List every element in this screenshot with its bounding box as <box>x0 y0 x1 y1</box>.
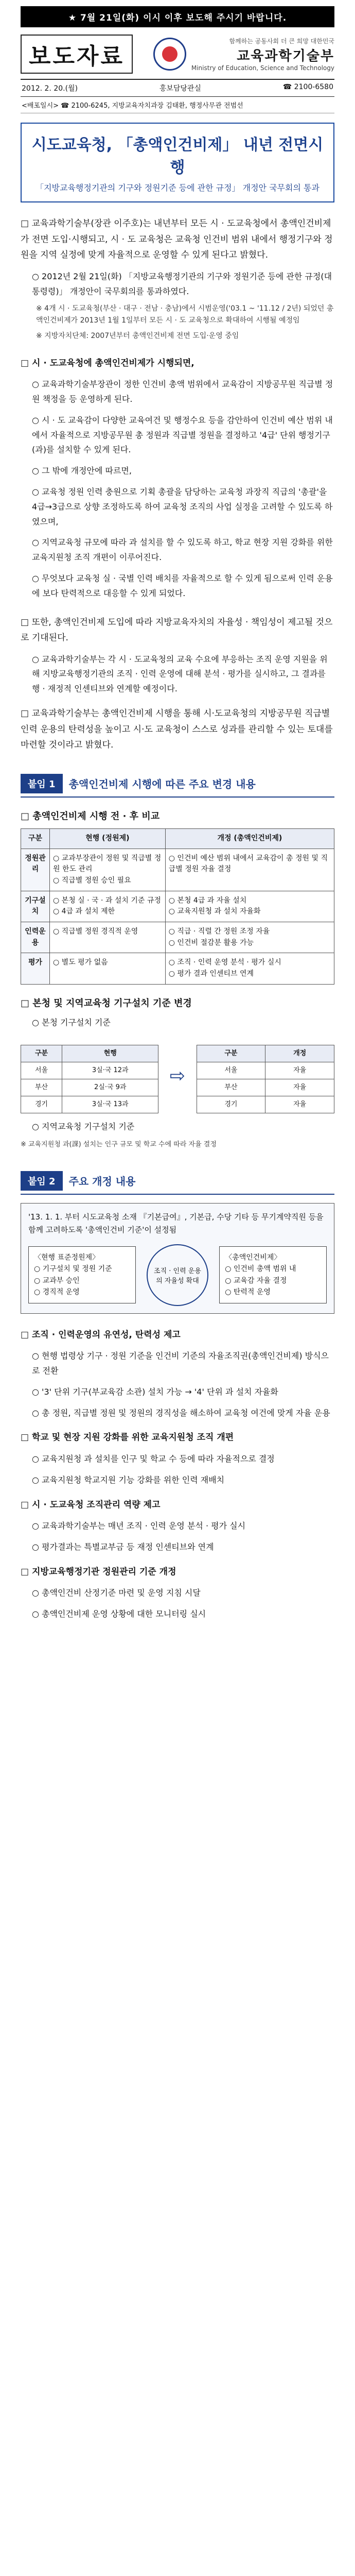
table-cell: 부산 <box>21 1079 62 1096</box>
table-cell: 3실·국 12과 <box>62 1062 158 1079</box>
intro-note: ※ 4개 시 · 도교육청(부산 · 대구 · 전남 · 충남)에서 시범운영('03.1 ~ '11.12 / 2년) 되었던 총액인건비제가 2013년 1월 1일부터 모든 시 · 도 교육청으로 확대하여 시행될 예정임 <box>36 304 334 325</box>
table-cell: 3실·국 13과 <box>62 1096 158 1113</box>
table-row <box>197 1096 334 1113</box>
table-row <box>21 953 334 984</box>
table-header-row <box>21 1045 158 1062</box>
structure-title: □ 본청 및 지역교육청 기구설치 기준 변경 <box>21 997 192 1009</box>
meta-row <box>21 79 334 97</box>
ministry-logo-icon <box>153 38 186 71</box>
purpose-paragraph: ○ 지역교육청 규모에 따라 과 설치를 할 수 있도록 하고, 학교 현장 지원 강화를 위한 교육지원청 조직 개편이 이루어진다. <box>32 537 333 563</box>
purpose-paragraph: □ 시 · 도교육청에 총액인건비제가 시행되면, <box>21 358 194 368</box>
purpose-section <box>21 355 334 601</box>
table-row <box>21 1096 158 1113</box>
table-header-cell: 개정 (총액인건비제) <box>165 828 334 849</box>
revision-item: ○ 총 정원, 직급별 정원 및 정원의 경직성을 해소하여 교육청 여건에 맞게 자율 운용 <box>32 1408 330 1418</box>
table-cell: 서울 <box>21 1062 62 1079</box>
expected-paragraph: ○ 교육과학기술부는 각 시 · 도교육청의 교육 수요에 부응하는 조직 운영 지원을 위해 지방교육행정기관의 조직 · 인력 운영에 대해 분석 · 평가를 실시하고, 그 결과를 행 · 재정적 인센티브와 연계할 예정이다. <box>32 654 328 694</box>
table-row <box>197 1062 334 1079</box>
structure-sub-2: ○ 지역교육청 기구설치 기준 <box>32 1122 135 1132</box>
table-header-cell: 현행 <box>62 1045 158 1062</box>
attachment-2-title: 주요 개정 내용 <box>68 1175 136 1188</box>
contact-row: <배포일시> ☎ 2100-6245, 지방교육자치과장 김태환, 행정사무관 전범선 <box>21 97 334 113</box>
structure-sub-1: ○ 본청 기구설치 기준 <box>32 1017 111 1027</box>
new-system-card: 〈총액인건비제〉 ○ 인건비 총액 범위 내 ○ 교육감 자율 결정 ○ 탄력적 운영 <box>219 1246 327 1304</box>
purpose-paragraph: ○ 시 · 도 교육감이 다양한 교육여건 및 행정수요 등을 감안하여 인건비 예산 범위 내에서 자율적으로 지방공무원 총 정원과 직급별 정원을 결정하고 '4급' 단위 행정기구(과)를 설치할 수 있게 된다. <box>32 415 333 455</box>
comparison-title: □ 총액인건비제 시행 전 · 후 비교 <box>21 810 160 822</box>
table-cell: ○ 본청 4급 과 자율 설치 ○ 교육지원청 과 설치 자율화 <box>165 891 334 922</box>
table-cell: ○ 본청 실 · 국 · 과 설치 기준 규정 ○ 4급 과 설치 제한 <box>50 891 166 922</box>
ministry-name: 교육과학기술부 <box>237 48 334 64</box>
ministry-english-name: Ministry of Education, Science and Technology <box>191 64 334 72</box>
flow-intro: '13. 1. 1. 부터 시도교육청 소재 『기본급여』, 기본급, 수당 기타 등 무기계약직원 등을 함께 고려하도록 '총액인건비 기준'이 설정됨 <box>28 1212 324 1235</box>
revision-item: ○ 평가결과는 특별교부금 등 재정 인센티브와 연계 <box>32 1542 214 1552</box>
revision-item: ○ 교육지원청 과 설치를 인구 및 학교 수 등에 따라 자율적으로 결정 <box>32 1454 275 1464</box>
expected-paragraph: □ 또한, 총액인건비제 도입에 따라 지방교육자치의 자율성 · 책임성이 제고될 것으로 기대된다. <box>21 617 333 643</box>
purpose-paragraph: ○ 교육청 정원 인력 충원으로 기획 총괄을 담당하는 교육청 과장직 직급의 '총괄'을 4급→3급으로 상향 조정하도록 하여 교육청 조직의 사업 실정을 고려할 수 있도록 하였으며, <box>32 486 333 527</box>
revised-structure-body <box>197 1062 334 1113</box>
attachment-2-tag: 붙임 2 <box>21 1171 63 1191</box>
table-cell: 경기 <box>21 1096 62 1113</box>
revision-item: □ 시 · 도교육청 조직관리 역량 제고 <box>21 1499 161 1510</box>
revision-items <box>21 1327 334 1622</box>
table-cell: ○ 직급별 정원 경직적 운영 <box>50 922 166 953</box>
intro-section <box>21 216 334 342</box>
structure-diagram <box>21 1039 334 1114</box>
revision-item: ○ 현행 법령상 기구 · 정원 기준을 인건비 기준의 자율조직권(총액인건비제) 방식으로 전환 <box>32 1351 329 1376</box>
pr-division: 홍보담당관실 <box>159 84 201 93</box>
revision-item: □ 조직 · 인력운영의 유연성, 탄력성 제고 <box>21 1329 181 1340</box>
table-cell: 경기 <box>197 1096 265 1113</box>
attachment-1-tag: 붙임 1 <box>21 774 63 793</box>
pr-phone: ☎ 2100-6580 <box>282 83 333 91</box>
table-cell: 정원관리 <box>21 849 50 891</box>
table-header-cell: 개정 <box>265 1045 334 1062</box>
flow-row <box>28 1244 327 1306</box>
comparison-table-body <box>21 849 334 984</box>
headline-subtitle: 「지방교육행정기관의 기구와 정원기준 등에 관한 규정」 개정안 국무회의 통과 <box>36 183 319 193</box>
table-cell: 기구설치 <box>21 891 50 922</box>
structure-note: ※ 교육지원청 과(課) 설치는 인구 규모 및 학교 수에 따라 자율 결정 <box>21 1140 217 1148</box>
embargo-banner: ★ 7월 21일(화) 이시 이후 보도해 주시기 바랍니다. <box>21 6 334 27</box>
intro-note: ※ 지방자치단체: 2007년부터 총액인건비제 전면 도입·운영 중임 <box>36 332 239 341</box>
attachment-1-title: 총액인건비제 시행에 따른 주요 변경 내용 <box>68 778 256 791</box>
table-header-row <box>21 828 334 849</box>
expected-paragraph: □ 교육과학기술부는 총액인건비제 시행을 통해 시·도교육청의 지방공무원 직급별 인력 운용의 탄력성을 높이고 시·도 교육청이 스스로 성과를 관리할 수 있는 토대를 마련할 것이라고 밝혔다. <box>21 708 333 751</box>
revision-item: ○ 교육과학기술부는 매년 조직 · 인력 운영 분석 · 평가 실시 <box>32 1521 246 1531</box>
table-row <box>21 1062 158 1079</box>
table-cell: 인력운용 <box>21 922 50 953</box>
revision-item: □ 학교 및 현장 지원 강화를 위한 교육지원청 조직 개편 <box>21 1432 234 1443</box>
ministry-block <box>153 37 334 72</box>
current-system-card: 〈현행 표준정원제〉 ○ 기구설치 및 정원 기준 ○ 교과부 승인 ○ 경직적 운영 <box>28 1246 136 1304</box>
table-row <box>21 849 334 891</box>
intro-paragraph: ○ 2012년 2월 21일(화) 「지방교육행정기관의 기구와 정원기준 등에 관한 규정(대통령령)」 개정안이 국무회의를 통과하였다. <box>32 271 332 296</box>
table-header-cell: 구분 <box>21 828 50 849</box>
current-structure-body <box>21 1062 158 1113</box>
table-cell: ○ 직급 · 직렬 간 정원 조정 자율 ○ 인건비 절감분 활용 가능 <box>165 922 334 953</box>
expected-section <box>21 615 334 753</box>
table-cell: ○ 별도 평가 없음 <box>50 953 166 984</box>
table-row <box>21 922 334 953</box>
attachment-2-header <box>21 1171 334 1195</box>
revision-item: ○ 교육지원청 학교지원 기능 강화를 위한 인력 재배치 <box>32 1475 225 1485</box>
table-cell: ○ 조직 · 인력 운영 분석 · 평가 실시 ○ 평가 결과 인센티브 연계 <box>165 953 334 984</box>
table-cell: 자율 <box>265 1096 334 1113</box>
press-release-title: 보도자료 <box>21 35 133 74</box>
table-header-cell: 구분 <box>21 1045 62 1062</box>
document-header <box>21 35 334 74</box>
release-date: 2012. 2. 20.(월) <box>22 84 78 93</box>
table-row <box>197 1079 334 1096</box>
table-cell: ○ 교과부장관이 정원 및 직급별 정원 한도 관리 ○ 직급별 정원 승인 필요 <box>50 849 166 891</box>
purpose-paragraph: ○ 무엇보다 교육청 실 · 국별 인력 배치를 자율적으로 할 수 있게 됨으로써 인력 운용에 보다 탄력적으로 대응할 수 있게 되었다. <box>32 573 333 598</box>
table-cell: 자율 <box>265 1079 334 1096</box>
table-row <box>21 891 334 922</box>
table-row <box>21 1079 158 1096</box>
intro-paragraph: □ 교육과학기술부(장관 이주호)는 내년부터 모든 시 · 도교육청에서 총액인건비제가 전면 도입·시행되고, 시 · 도 교육청은 교육청 인건비 범위 내에서 행정기구와 정원을 지역 실정에 맞게 자율적으로 운영할 수 있게 된다고 밝혔다. <box>21 218 333 261</box>
attachment-1-header <box>21 774 334 798</box>
revised-structure-table <box>197 1045 334 1114</box>
table-cell: 평가 <box>21 953 50 984</box>
revision-flow-box <box>21 1203 334 1314</box>
right-arrow-icon: ⇨ <box>169 1065 186 1087</box>
headline-box <box>21 123 334 202</box>
headline-title: 시도교육청, 「총액인건비제」 내년 전면시행 <box>31 136 324 177</box>
table-cell: 서울 <box>197 1062 265 1079</box>
ministry-slogan: 함께하는 공동사회 더 큰 희망 대한민국 <box>229 38 334 45</box>
revision-item: ○ 총액인건비제 운영 상황에 대한 모니터링 실시 <box>32 1609 206 1619</box>
table-cell: 자율 <box>265 1062 334 1079</box>
table-cell: 2실·국 9과 <box>62 1079 158 1096</box>
table-cell: 부산 <box>197 1079 265 1096</box>
revision-item: ○ 총액인건비 산정기준 마련 및 운영 지침 시달 <box>32 1588 201 1598</box>
revision-item: ○ '3' 단위 기구(부교육감 소관) 설치 가능 → '4' 단위 과 설치 자율화 <box>32 1386 278 1397</box>
purpose-paragraph: ○ 그 밖에 개정안에 따르면, <box>32 466 132 476</box>
table-header-row <box>197 1045 334 1062</box>
revision-item: □ 지방교육행정기관 정원관리 기준 개정 <box>21 1566 176 1577</box>
table-header-cell: 구분 <box>197 1045 265 1062</box>
table-header-cell: 현행 (정원제) <box>50 828 166 849</box>
ministry-text <box>191 37 334 72</box>
current-structure-table <box>21 1045 158 1114</box>
table-cell: ○ 인건비 예산 범위 내에서 교육감이 총 정원 및 직급별 정원 자율 결정 <box>165 849 334 891</box>
comparison-table <box>21 828 334 985</box>
purpose-paragraph: ○ 교육과학기술부장관이 정한 인건비 총액 범위에서 교육감이 지방공무원 직급별 정원 책정을 등 운영하게 된다. <box>32 379 333 404</box>
flow-center-circle: 조직 · 인력 운용의 자율성 확대 <box>147 1244 208 1306</box>
